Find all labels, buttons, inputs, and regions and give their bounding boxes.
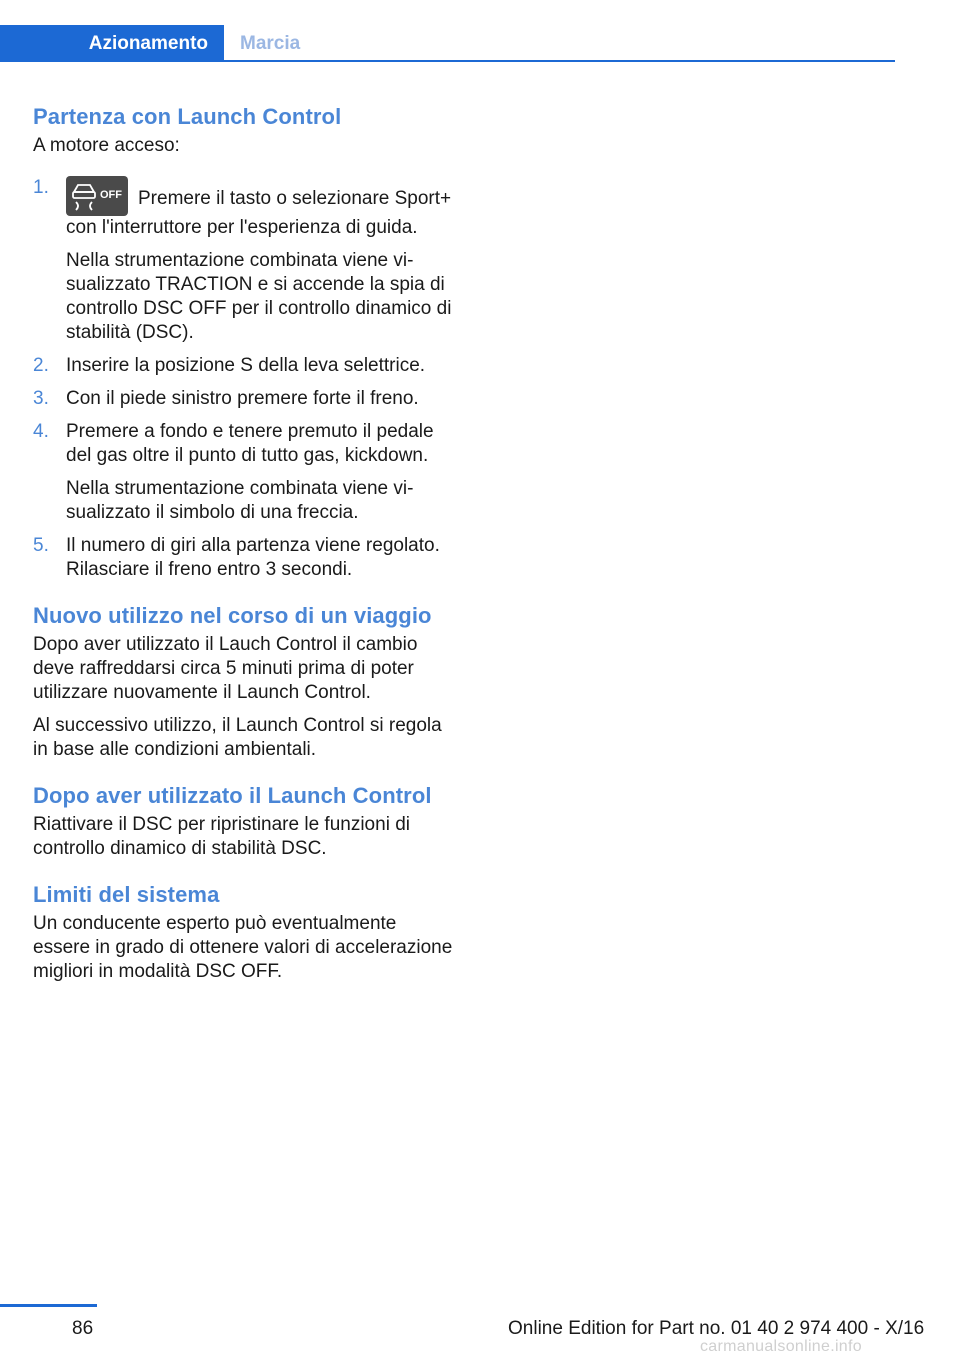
list-item xyxy=(33,534,453,582)
section-title-launch-control: Partenza con Launch Control xyxy=(33,104,342,129)
step-number: 3. xyxy=(33,388,49,409)
limits-paragraph: Un conducente esperto può eventualmente essere in grado di ottenere valori di accelerazione migliori in modalità DSC OFF. xyxy=(33,913,453,982)
list-item xyxy=(33,420,453,525)
step-note: Nella strumentazione combinata viene visualizzato TRACTION e si accende la spia di controllo DSC OFF per il controllo dinamico di stabilità (DSC). xyxy=(66,250,452,343)
edition-text: Online Edition for Part no. 01 40 2 974 400 - X/16 xyxy=(508,1318,925,1339)
page-number: 86 xyxy=(72,1318,94,1339)
footer-rule xyxy=(0,1304,97,1307)
watermark: carmanualsonline.info xyxy=(700,1338,862,1355)
step-number: 5. xyxy=(33,535,49,556)
tab-marcia[interactable]: Marcia xyxy=(240,32,301,54)
section-title-reuse: Nuovo utilizzo nel corso di un viaggio xyxy=(33,603,432,628)
reuse-paragraph-2: Al successivo utilizzo, il Launch Control si regola in base alle condizioni ambientali. xyxy=(33,715,442,760)
step-number: 4. xyxy=(33,421,49,442)
header-rule xyxy=(0,60,895,62)
list-item xyxy=(33,354,453,378)
list-item xyxy=(33,176,453,345)
step-text: Premere il tasto o selezionare Sport+ con l'interruttore per l'esperienza di guida. xyxy=(66,188,452,238)
section-title-limits: Limiti del sistema xyxy=(33,882,220,907)
launch-intro: A motore acceso: xyxy=(33,135,180,156)
step-text: Con il piede sinistro premere forte il freno. xyxy=(66,388,419,409)
tab-azionamento[interactable]: Azionamento xyxy=(0,25,224,62)
after-paragraph: Riattivare il DSC per ripristinare le funzioni di controllo dinamico di stabilità DSC. xyxy=(33,814,410,859)
step-number: 1. xyxy=(33,177,49,198)
step-text: Il numero di giri alla partenza viene regolato. Rilasciare il freno entro 3 secondi. xyxy=(66,535,440,580)
step-note: Nella strumentazione combinata viene visualizzato il simbolo di una freccia. xyxy=(66,478,414,523)
step-number: 2. xyxy=(33,355,49,376)
svg-text:OFF: OFF xyxy=(100,189,122,201)
step-text: Inserire la posizione S della leva selettrice. xyxy=(66,355,426,376)
list-item xyxy=(33,387,453,411)
chapter-header xyxy=(0,0,895,62)
dsc-off-button-icon xyxy=(66,176,128,216)
step-text: Premere a fondo e tenere premuto il pedale del gas oltre il punto di tutto gas, kickdown. xyxy=(66,421,434,466)
launch-steps-list xyxy=(33,176,453,582)
section-title-after-launch: Dopo aver utilizzato il Launch Control xyxy=(33,783,432,808)
reuse-paragraph-1: Dopo aver utilizzato il Lauch Control il cambio deve raffreddarsi circa 5 minuti prima di poter utilizzare nuovamente il Launch Control. xyxy=(33,634,418,703)
page-content xyxy=(33,100,453,984)
